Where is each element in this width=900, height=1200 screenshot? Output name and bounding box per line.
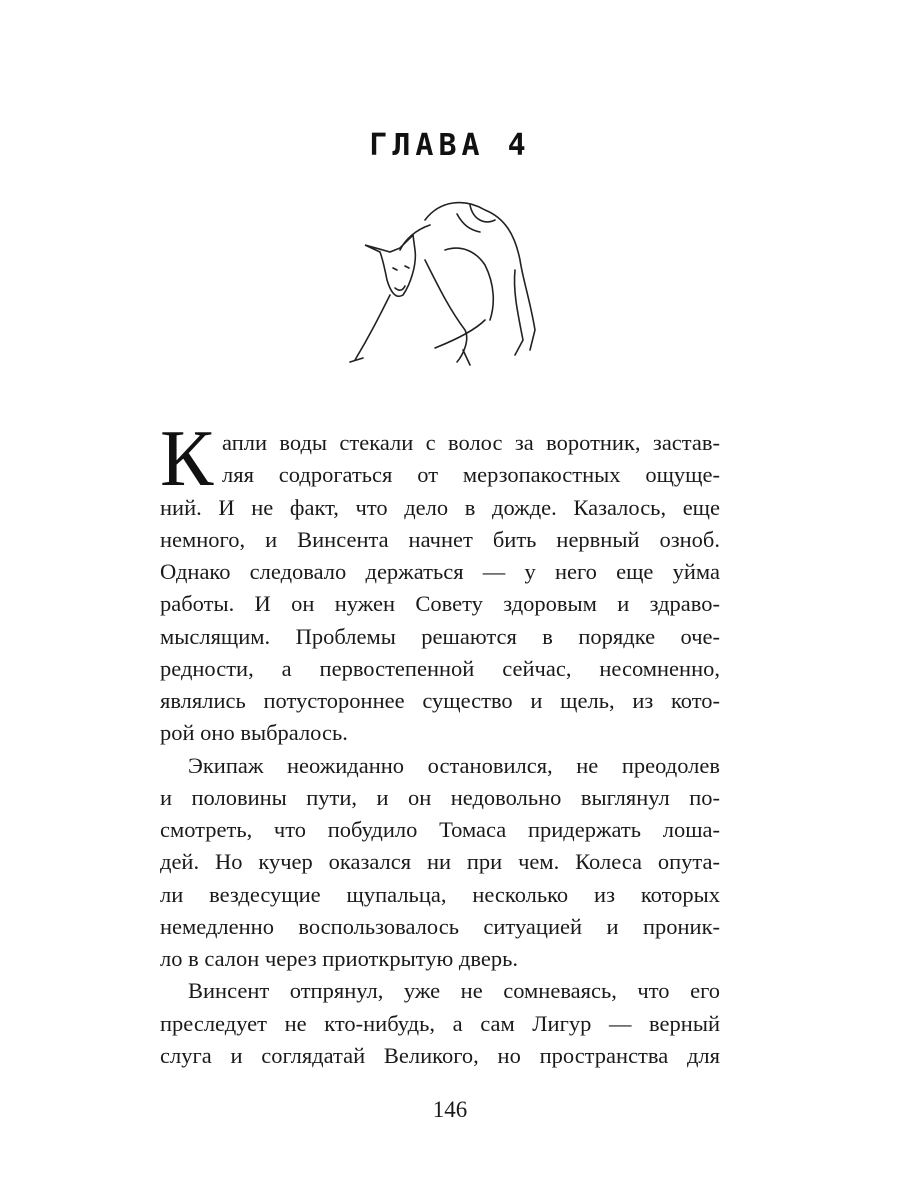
text-line: ли вездесущие щупальца, несколько из которых: [160, 881, 720, 907]
text-line: мыслящим. Проблемы решаются в порядке оче-: [160, 623, 720, 649]
page-number: 146: [432, 1097, 468, 1122]
text-line: ний. И не факт, что дело в дожде. Казалось, еще: [160, 494, 720, 520]
text-line: смотреть, что побудило Томаса придержать лоша-: [160, 817, 720, 842]
text-line: ло в салон через приоткрытую дверь.: [160, 946, 518, 971]
drop-cap: К: [160, 415, 214, 503]
text-line: редности, а первостепенной сейчас, несомненно,: [160, 655, 720, 681]
text-line: рой оно выбралось.: [160, 720, 348, 746]
chapter-title: ГЛАВА 4: [369, 128, 531, 163]
text-line: Экипаж неожиданно остановился, не преодолев: [188, 752, 720, 778]
text-line: ляя содрогаться от мерзопакостных ощуще-: [222, 462, 720, 488]
text-line: являлись потустороннее существо и щель, из кото-: [160, 688, 720, 713]
creature-illustration: [345, 190, 545, 370]
text-line: немедленно воспользовалось ситуацией и проник-: [160, 913, 720, 939]
text-line: немного, и Винсента начнет бить нервный озноб.: [160, 526, 720, 552]
text-line: и половины пути, и он недовольно выглянул по-: [160, 784, 720, 810]
text-line: работы. И он нужен Совету здоровым и здраво-: [160, 591, 720, 617]
text-line: Однако следовало держаться — у него еще уйма: [160, 559, 720, 584]
text-line: слуга и соглядатай Великого, но пространства для: [160, 1042, 720, 1068]
text-line: Винсент отпрянул, уже не сомневаясь, что его: [188, 978, 720, 1004]
text-line: апли воды стекали с волос за воротник, застав-: [222, 430, 720, 455]
text-line: дей. Но кучер оказался ни при чем. Колеса опута-: [160, 849, 720, 875]
text-line: преследует не кто-нибудь, а сам Лигур — верный: [160, 1010, 720, 1036]
